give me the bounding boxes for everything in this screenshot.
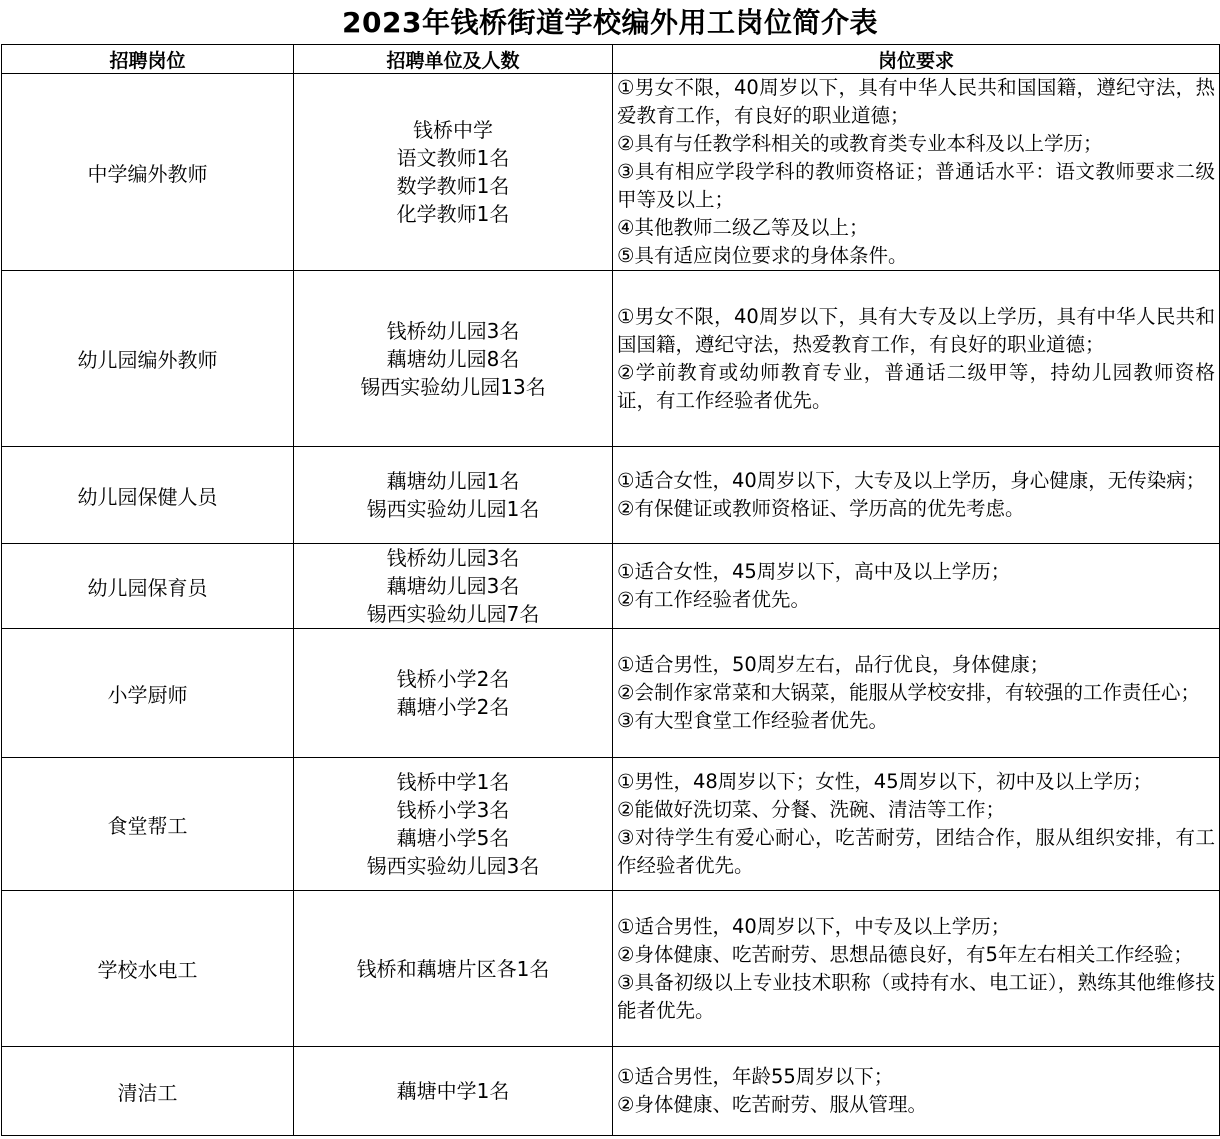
cell-position: 清洁工	[2, 1047, 294, 1136]
unit-line: 锡西实验幼儿园3名	[366, 854, 540, 878]
unit-line: 锡西实验幼儿园13名	[360, 374, 546, 399]
requirement-line: ③具有相应学段学科的教师资格证；普通话水平：语文教师要求二级甲等及以上；	[617, 160, 1215, 211]
cell-requirements	[613, 271, 1220, 447]
unit-line: 钱桥幼儿园3名	[386, 546, 520, 570]
header-unit: 招聘单位及人数	[294, 45, 613, 74]
requirement-line: ①适合女性，40周岁以下，大专及以上学历，身心健康，无传染病；	[617, 469, 1206, 492]
requirement-line: ④其他教师二级乙等及以上；	[617, 216, 869, 239]
cell-position: 幼儿园保育员	[2, 544, 294, 629]
header-position: 招聘岗位	[2, 45, 294, 74]
header-requirement: 岗位要求	[613, 45, 1220, 74]
cell-units	[294, 544, 613, 629]
unit-line: 藕塘幼儿园1名	[386, 469, 520, 493]
cell-position: 中学编外教师	[2, 74, 294, 271]
unit-line: 钱桥和藕塘片区各1名	[356, 956, 550, 981]
unit-line: 钱桥幼儿园3名	[386, 318, 520, 343]
requirement-line: ①适合男性，40周岁以下，中专及以上学历；	[617, 914, 1011, 938]
requirement-line: ①男性，48周岁以下；女性，45周岁以下，初中及以上学历；	[617, 770, 1153, 793]
requirement-line: ②有保健证或教师资格证、学历高的优先考虑。	[617, 497, 1025, 520]
requirement-line: ③对待学生有爱心耐心，吃苦耐劳，团结合作，服从组织安排，有工作经验者优先。	[617, 826, 1215, 877]
cell-requirements	[613, 1047, 1220, 1136]
cell-units	[294, 271, 613, 447]
unit-line: 藕塘小学2名	[396, 695, 510, 719]
cell-units	[294, 891, 613, 1047]
unit-line: 藕塘幼儿园8名	[386, 346, 520, 371]
requirement-line: ②会制作家常菜和大锅菜，能服从学校安排，有较强的工作责任心；	[617, 681, 1200, 704]
table-row	[2, 629, 1220, 758]
requirement-line: ②具有与任教学科相关的或教育类专业本科及以上学历；	[617, 132, 1103, 155]
table-row	[2, 1047, 1220, 1136]
table-row	[2, 758, 1220, 891]
page-title: 2023年钱桥街道学校编外用工岗位简介表	[342, 6, 878, 39]
unit-line: 钱桥小学3名	[396, 798, 510, 822]
cell-requirements	[613, 544, 1220, 629]
cell-requirements	[613, 629, 1220, 758]
requirement-line: ②身体健康、吃苦耐劳、服从管理。	[617, 1093, 927, 1116]
cell-position: 学校水电工	[2, 891, 294, 1047]
unit-line: 语文教师1名	[396, 146, 510, 170]
unit-line: 数学教师1名	[396, 174, 510, 198]
table-body	[2, 74, 1220, 1136]
job-table	[1, 44, 1220, 1136]
requirement-line: ①男女不限，40周岁以下，具有中华人民共和国国籍，遵纪守法，热爱教育工作，有良好的职业道德；	[617, 76, 1215, 127]
cell-position: 小学厨师	[2, 629, 294, 758]
cell-requirements	[613, 447, 1220, 544]
cell-position: 幼儿园编外教师	[2, 271, 294, 447]
unit-line: 化学教师1名	[396, 202, 510, 226]
cell-units	[294, 758, 613, 891]
table-row	[2, 74, 1220, 271]
unit-line: 锡西实验幼儿园7名	[366, 602, 540, 626]
cell-position: 幼儿园保健人员	[2, 447, 294, 544]
requirement-line: ②能做好洗切菜、分餐、洗碗、清洁等工作；	[617, 798, 1005, 821]
unit-line: 锡西实验幼儿园1名	[366, 497, 540, 521]
table-row	[2, 447, 1220, 544]
requirement-line: ①适合男性，50周岁左右，品行优良，身体健康；	[617, 653, 1050, 676]
unit-line: 钱桥中学1名	[396, 770, 510, 794]
unit-line: 藕塘幼儿园3名	[386, 574, 520, 598]
requirement-line: ⑤具有适应岗位要求的身体条件。	[617, 244, 908, 267]
unit-line: 藕塘中学1名	[396, 1079, 510, 1103]
requirement-line: ②学前教育或幼师教育专业，普通话二级甲等，持幼儿园教师资格证，有工作经验者优先。	[617, 360, 1215, 412]
table-row	[2, 891, 1220, 1047]
cell-requirements	[613, 891, 1220, 1047]
requirement-line: ②身体健康、吃苦耐劳、思想品德良好，有5年左右相关工作经验；	[617, 942, 1193, 966]
unit-line: 钱桥小学2名	[396, 667, 510, 691]
requirement-line: ①适合男性，年龄55周岁以下；	[617, 1065, 894, 1088]
cell-units	[294, 74, 613, 271]
requirement-line: ③有大型食堂工作经验者优先。	[617, 709, 888, 732]
table-row	[2, 271, 1220, 447]
cell-units	[294, 1047, 613, 1136]
requirement-line: ①适合女性，45周岁以下，高中及以上学历；	[617, 560, 1011, 583]
unit-line: 钱桥中学	[413, 118, 493, 142]
header-row	[2, 45, 1220, 74]
requirement-line: ③具备初级以上专业技术职称（或持有水、电工证），熟练其他维修技能者优先。	[617, 970, 1215, 1022]
table-row	[2, 544, 1220, 629]
cell-position: 食堂帮工	[2, 758, 294, 891]
requirement-line: ②有工作经验者优先。	[617, 588, 810, 611]
requirement-line: ①男女不限，40周岁以下，具有大专及以上学历，具有中华人民共和国国籍，遵纪守法，热爱教育工作，有良好的职业道德；	[617, 304, 1215, 356]
cell-requirements	[613, 74, 1220, 271]
unit-line: 藕塘小学5名	[396, 826, 510, 850]
cell-units	[294, 447, 613, 544]
cell-requirements	[613, 758, 1220, 891]
cell-units	[294, 629, 613, 758]
